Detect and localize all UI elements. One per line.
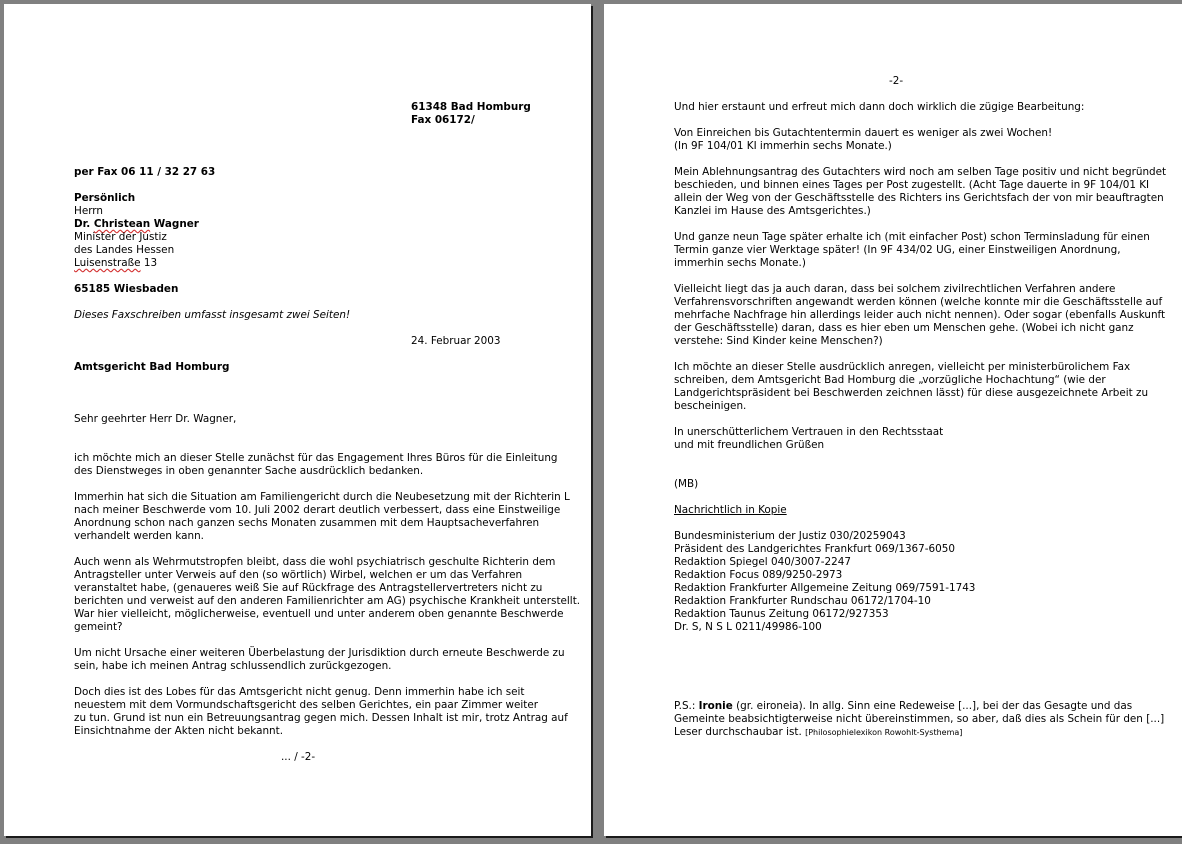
body-line: ich möchte mich an dieser Stelle zunächst für das Engagement Ihres Büros für die Einleitung — [74, 452, 558, 464]
ps-line-3 — [674, 726, 962, 739]
recipient-name: Dr. Christean Wagner — [74, 218, 199, 230]
body-line: Und ganze neun Tage später erhalte ich (mit einfacher Post) schon Terminsladung für einen — [674, 231, 1150, 243]
body-line: Landgerichtspräsident bei Beschwerden zeichnen lässt) für diese ausgezeichnete Arbeit zu — [674, 387, 1149, 399]
ps-text: Leser durchschaubar ist. — [674, 726, 806, 738]
body-line: Doch dies ist des Lobes für das Amtsgericht nicht genug. Denn immerhin habe ich seit — [74, 686, 525, 698]
body-line: Immerhin hat sich die Situation am Familiengericht durch die Neubesetzung mit der Richterin L — [74, 491, 570, 503]
cc-entry: Redaktion Frankfurter Rundschau 06172/1704-10 — [674, 595, 931, 607]
recipient-street: Luisenstraße 13 — [74, 257, 158, 269]
letter-date: 24. Februar 2003 — [411, 335, 501, 347]
signature-initials: (MB) — [674, 478, 699, 490]
body-line: beschieden, und binnen eines Tages per Post zugestellt. (Acht Tage dauerte in 9F 104/01 KI — [674, 179, 1150, 191]
page-number-header: -2- — [889, 75, 904, 87]
page-continuation-footer: ... / -2- — [281, 751, 316, 763]
recipient-state: des Landes Hessen — [74, 244, 175, 256]
ps-text: (gr. eironeia). In allg. Sinn eine Redeweise [...], bei der das Gesagte und das — [732, 700, 1133, 712]
body-line: nach meiner Beschwerde vom 10. Juli 2002 derart deutlich verbessert, dass eine Einstweilige — [74, 504, 561, 516]
body-line: Kanzlei im Hause des Amtsgerichtes.) — [674, 205, 871, 217]
body-line: veranstaltet habe, (genaueres weiß Sie auf Rückfrage des Antragstellervertreters nicht zu — [74, 582, 543, 594]
ps-line-2: Gemeinte beabsichtigterweise nicht übereinstimmen, so aber, daß dies als Schein für den [...] — [674, 713, 1165, 725]
cc-entry: Bundesministerium der Justiz 030/20259043 — [674, 530, 906, 542]
body-line: allein der Weg von der Geschäftsstelle des Richters ins Gerichtsfach der von mir beauftragten — [674, 192, 1164, 204]
body-line: verstehe: Sind Kinder keine Menschen?) — [674, 335, 883, 347]
body-line: Um nicht Ursache einer weiteren Überbelastung der Jurisdiktion durch erneute Beschwerde zu — [74, 647, 565, 659]
cc-entry: Redaktion Focus 089/9250-2973 — [674, 569, 843, 581]
body-line: Antragsteller unter Verweis auf den (so wörtlich) Wirbel, welchen er um das Verfahren — [74, 569, 523, 581]
body-line: mehrfache Nachfrage hin allerdings leider auch nicht nennen). Oder sogar (ebenfalls Auskunft — [674, 309, 1166, 321]
fax-number-line: per Fax 06 11 / 32 27 63 — [74, 166, 216, 178]
body-line: Ich möchte an dieser Stelle ausdrücklich anregen, vielleicht per ministerbürolichem Fax — [674, 361, 1131, 373]
closing-line: In unerschütterlichem Vertrauen in den Rechtsstaat — [674, 426, 944, 438]
cc-entry: Redaktion Taunus Zeitung 06172/927353 — [674, 608, 889, 620]
body-line: gemeint? — [74, 621, 123, 633]
body-line: War hier vielleicht, möglicherweise, eventuell und unter anderem oben genannte Beschwerde — [74, 608, 564, 620]
body-line: Einsichtnahme der Akten nicht bekannt. — [74, 725, 283, 737]
spellcheck-underline: Luisenstraße — [74, 257, 141, 269]
cc-heading: Nachrichtlich in Kopie — [674, 504, 787, 516]
ps-term: Ironie — [698, 700, 733, 712]
body-line: Verfahrensvorschriften angewandt werden können (welche konnte mir die Geschäftsstelle auf — [674, 296, 1163, 308]
recipient-salutation: Herrn — [74, 205, 103, 217]
ps-source: [Philosophielexikon Rowohlt-Systhema] — [805, 728, 963, 737]
closing-line: und mit freundlichen Grüßen — [674, 439, 825, 451]
recipient-title: Minister der Justiz — [74, 231, 167, 243]
body-line: des Dienstweges in oben genannter Sache ausdrücklich bedanken. — [74, 465, 424, 477]
body-line: Anordnung schon nach ganzen sechs Monaten zusammen mit dem Hauptsacheverfahren — [74, 517, 540, 529]
recipient-personal: Persönlich — [74, 192, 136, 204]
body-line: Von Einreichen bis Gutachtentermin dauert es weniger als zwei Wochen! — [674, 127, 1053, 139]
sender-address: 61348 Bad Homburg — [411, 101, 531, 113]
sender-fax: Fax 06172/ — [411, 114, 475, 126]
document-page-2 — [604, 4, 1182, 836]
cc-entry: Präsident des Landgerichtes Frankfurt 069/1367-6050 — [674, 543, 955, 555]
body-line: Vielleicht liegt das ja auch daran, dass bei solchem zivilrechtlichen Verfahren andere — [674, 283, 1116, 295]
body-line: sein, habe ich meinen Antrag schlussendlich zurückgezogen. — [74, 660, 392, 672]
body-line: neuestem mit dem Vormundschaftsgericht des selben Gerichtes, ein paar Zimmer weiter — [74, 699, 539, 711]
body-line: Auch wenn als Wehrmutstropfen bleibt, dass die wohl psychiatrisch geschulte Richterin dem — [74, 556, 556, 568]
ps-label: P.S.: — [674, 700, 699, 712]
letter-salutation: Sehr geehrter Herr Dr. Wagner, — [74, 413, 237, 425]
body-line: verhandelt werden kann. — [74, 530, 204, 542]
body-line: bescheinigen. — [674, 400, 747, 412]
cc-entry: Dr. S, N S L 0211/49986-100 — [674, 621, 822, 633]
body-line: schreiben, dem Amtsgericht Bad Homburg die „vorzügliche Hochachtung“ (wie der — [674, 374, 1106, 386]
cc-entry: Redaktion Frankfurter Allgemeine Zeitung 069/7591-1743 — [674, 582, 976, 594]
recipient-city: 65185 Wiesbaden — [74, 283, 179, 295]
cc-entry: Redaktion Spiegel 040/3007-2247 — [674, 556, 851, 568]
body-line: Termin ganze vier Werktage später! (In 9F 434/02 UG, einer Einstweiligen Anordnung, — [674, 244, 1121, 256]
ps-line-1 — [674, 700, 1132, 713]
fax-page-note: Dieses Faxschreiben umfasst insgesamt zwei Seiten! — [74, 309, 351, 321]
body-line: Und hier erstaunt und erfreut mich dann doch wirklich die zügige Bearbeitung: — [674, 101, 1085, 113]
body-line: berichten und verweist auf den anderen Familienrichter am AG) psychische Krankheit unterstellt. — [74, 595, 581, 607]
letter-subject: Amtsgericht Bad Homburg — [74, 361, 230, 373]
body-line: immerhin sechs Monate.) — [674, 257, 806, 269]
body-line: der Geschäftsstelle) daran, dass es hier eben um Menschen gehe. (Wobei ich nicht ganz — [674, 322, 1134, 334]
body-line: Mein Ablehnungsantrag des Gutachters wird noch am selben Tage positiv und nicht begründet — [674, 166, 1167, 178]
document-page-1 — [4, 4, 591, 836]
body-line: zu tun. Grund ist nun ein Betreuungsantrag gegen mich. Dessen Inhalt ist mir, trotz Antrag auf — [74, 712, 568, 724]
spellcheck-underline: Christean — [93, 218, 151, 230]
body-line: (In 9F 104/01 KI immerhin sechs Monate.) — [674, 140, 892, 152]
